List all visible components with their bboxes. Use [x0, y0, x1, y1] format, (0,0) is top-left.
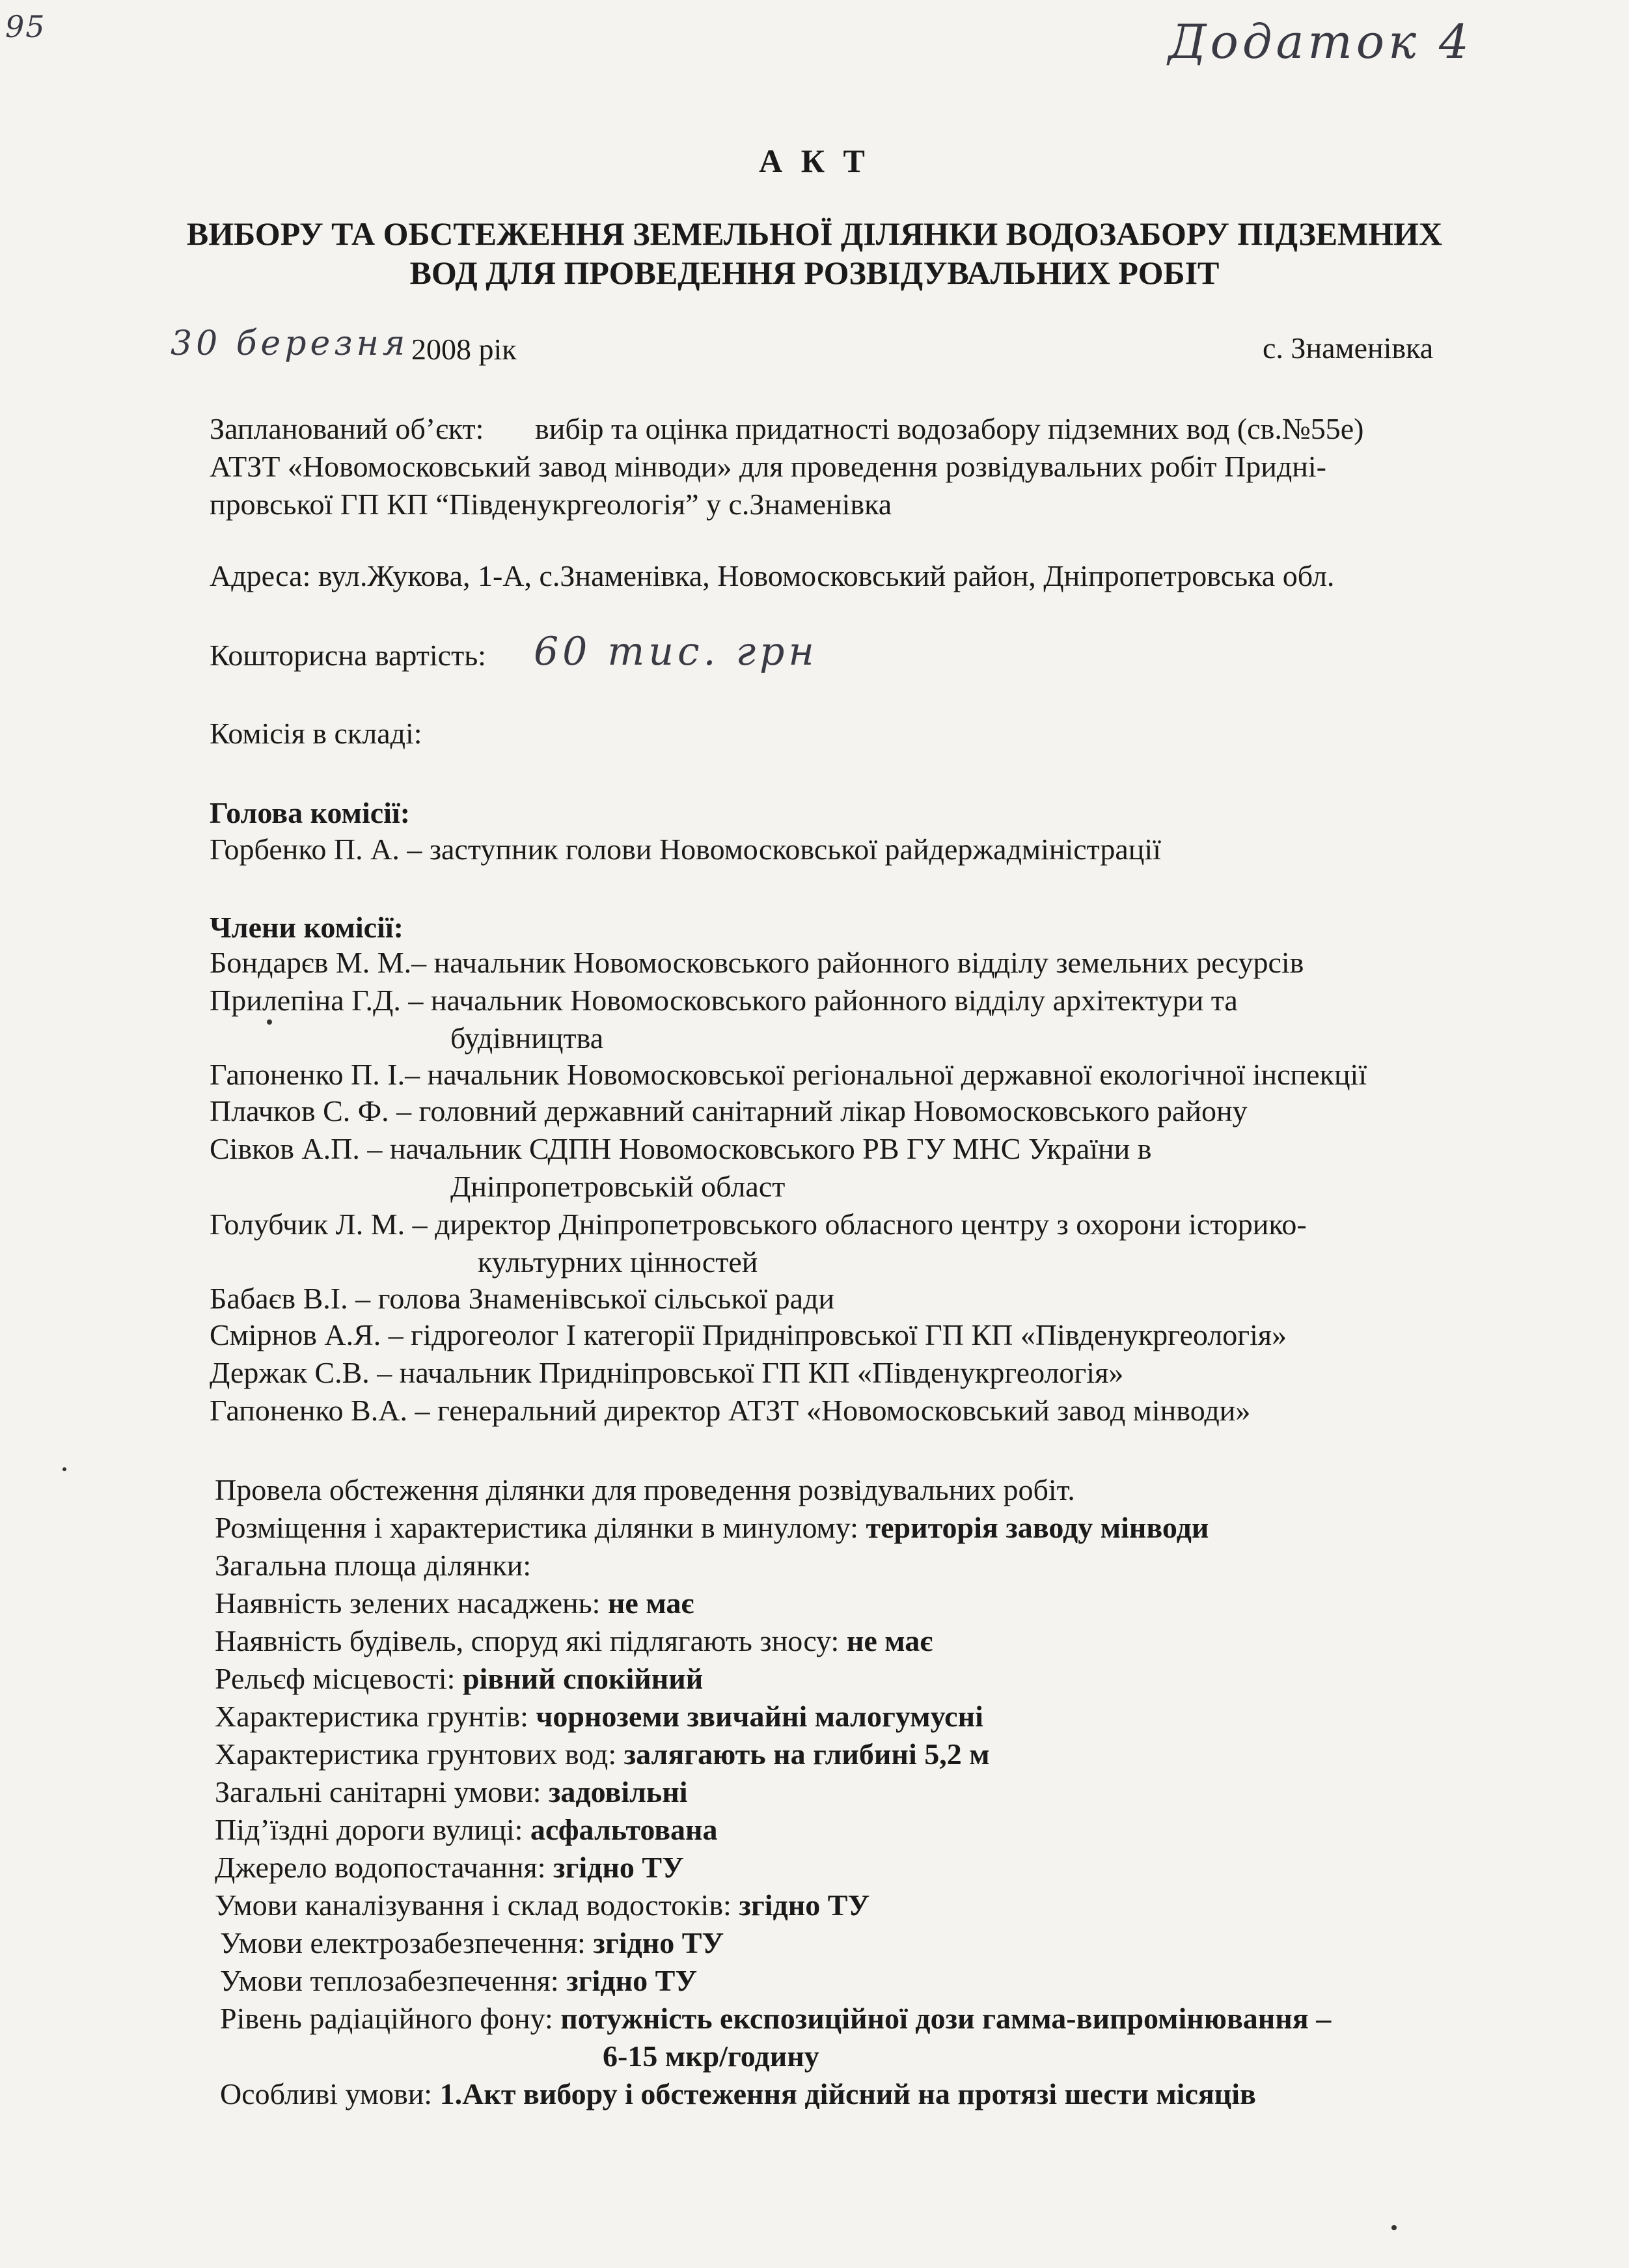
- member-line: Смірнов А.Я. – гідрогеолог І категорії Придніпровської ГП КП «Південукргеологія»: [210, 1318, 1287, 1351]
- field-label: Наявність зелених насаджень:: [215, 1586, 608, 1620]
- member-line: Бондарєв М. М.– начальник Новомосковського районного відділу земельних ресурсів: [210, 946, 1304, 979]
- field-row: [215, 1888, 869, 1922]
- field-value: згідно ТУ: [566, 1964, 698, 1997]
- field-label: Умови теплозабезпечення:: [220, 1964, 567, 1997]
- scan-speck: [1391, 2225, 1397, 2230]
- field-row: [220, 2077, 1256, 2111]
- member-line: Прилепіна Г.Д. – начальник Новомосковського районного відділу архітектури та: [210, 984, 1238, 1017]
- place: с. Знаменівка: [1263, 331, 1434, 365]
- field-label: Умови каналізування і склад водостоків:: [215, 1888, 739, 1922]
- field-value: згідно ТУ: [593, 1926, 724, 1959]
- field-value: потужність експозиційної дози гамма-випромінювання –: [560, 2002, 1332, 2035]
- member-line: Гапоненко П. І.– начальник Новомосковської регіональної державної екологічної інспекції: [210, 1058, 1367, 1091]
- field-label: Умови електрозабезпечення:: [220, 1926, 594, 1959]
- field-label: Джерело водопостачання:: [215, 1851, 553, 1884]
- scan-speck: [62, 1467, 66, 1471]
- member-line: Гапоненко В.А. – генеральний директор АТЗТ «Новомосковський завод мінводи»: [210, 1394, 1251, 1427]
- member-line: культурних цінностей: [478, 1245, 758, 1279]
- field-row: [215, 1586, 694, 1620]
- field-value: залягають на глибині 5,2 м: [623, 1737, 990, 1771]
- field-label: Загальна площа ділянки:: [215, 1549, 532, 1582]
- date-year: 2008 рік: [411, 333, 517, 366]
- field-value: територія заводу мінводи: [866, 1511, 1209, 1544]
- survey-intro: Провела обстеження ділянки для проведення розвідувальних робіт.: [215, 1473, 1075, 1506]
- field-value: не має: [846, 1624, 933, 1657]
- page-number: 95: [5, 9, 46, 44]
- field-row: [220, 2001, 1331, 2036]
- field-row: [215, 1737, 990, 1771]
- members-heading: Члени комісії:: [210, 911, 404, 944]
- field-label: Характеристика грунтів:: [215, 1700, 536, 1733]
- cost-handwritten: 60 тис. грн: [534, 629, 818, 674]
- commission-label: Комісія в складі:: [210, 717, 422, 750]
- object-line1: вибір та оцінка придатності водозабору підземних вод (св.№55е): [535, 412, 1364, 445]
- field-value: асфальтована: [530, 1813, 718, 1846]
- object-label: Запланований об’єкт:: [210, 412, 484, 445]
- field-label: Особливі умови:: [220, 2077, 440, 2110]
- field-label: Характеристика грунтових вод:: [215, 1737, 624, 1771]
- field-label: Рельєф місцевості:: [215, 1662, 463, 1695]
- document-subtitle-line2: ВОД ДЛЯ ПРОВЕДЕННЯ РОЗВІДУВАЛЬНИХ РОБІТ: [409, 255, 1220, 291]
- member-line: Сівков А.П. – начальник СДПН Новомосковського РВ ГУ МНС України в: [210, 1132, 1152, 1165]
- member-line: Бабаєв В.І. – голова Знаменівської сільської ради: [210, 1282, 835, 1315]
- cost-label: Кошторисна вартість:: [210, 639, 486, 672]
- field-row: [603, 2039, 819, 2073]
- field-value: чорноземи звичайні малогумусні: [536, 1700, 983, 1733]
- member-line: будівництва: [450, 1021, 604, 1055]
- annex-label: Додаток 4: [1168, 14, 1473, 69]
- field-row: [220, 1963, 697, 1998]
- field-label: Наявність будівель, споруд які підлягають зносу:: [215, 1624, 847, 1657]
- object-line2: АТЗТ «Новомосковський завод мінводи» для проведення розвідувальних робіт Придні-: [210, 450, 1326, 483]
- field-value: задовільні: [548, 1775, 688, 1808]
- date-handwritten: 30 березня: [171, 324, 409, 363]
- field-label: Рівень радіаційного фону:: [220, 2002, 561, 2035]
- field-row: [215, 1510, 1209, 1545]
- field-row: [215, 1775, 688, 1809]
- field-value: 1.Акт вибору і обстеження дійсний на протязі шести місяців: [439, 2077, 1256, 2110]
- field-row: [215, 1850, 684, 1885]
- scan-speck: [267, 1019, 272, 1025]
- head-heading: Голова комісії:: [210, 796, 411, 829]
- member-line: Голубчик Л. М. – директор Дніпропетровського обласного центру з охорони історико-: [210, 1208, 1307, 1241]
- address: Адреса: вул.Жукова, 1-А, с.Знаменівка, Новомосковський район, Дніпропетровська обл.: [210, 559, 1335, 592]
- field-value: згідно ТУ: [553, 1851, 684, 1884]
- field-row: [215, 1548, 531, 1583]
- member-line: Плачков С. Ф. – головний державний санітарний лікар Новомосковського району: [210, 1094, 1248, 1127]
- document-title: А К Т: [759, 143, 870, 179]
- field-row: [215, 1624, 933, 1658]
- member-line: Дніпропетровській област: [450, 1170, 786, 1203]
- head-line: Горбенко П. А. – заступник голови Новомосковської райдержадміністрації: [210, 833, 1161, 866]
- field-label: Загальні санітарні умови:: [215, 1775, 549, 1808]
- document-subtitle-line1: ВИБОРУ ТА ОБСТЕЖЕННЯ ЗЕМЕЛЬНОЇ ДІЛЯНКИ ВОДОЗАБОРУ ПІДЗЕМНИХ: [186, 215, 1443, 252]
- field-label: Розміщення і характеристика ділянки в минулому:: [215, 1511, 866, 1544]
- field-label: Під’їздні дороги вулиці:: [215, 1813, 530, 1846]
- field-row: [215, 1699, 983, 1734]
- field-value: рівний спокійний: [462, 1662, 704, 1695]
- field-value: згідно ТУ: [739, 1888, 870, 1922]
- field-row: [215, 1661, 703, 1696]
- object-line3: провської ГП КП “Південукргеологія” у с.Знаменівка: [210, 488, 892, 521]
- member-line: Держак С.В. – начальник Придніпровської ГП КП «Південукргеологія»: [210, 1356, 1124, 1389]
- field-row: [215, 1812, 718, 1847]
- field-value: 6-15 мкр/годину: [603, 2040, 819, 2073]
- field-value: не має: [607, 1586, 694, 1620]
- field-row: [220, 1926, 724, 1960]
